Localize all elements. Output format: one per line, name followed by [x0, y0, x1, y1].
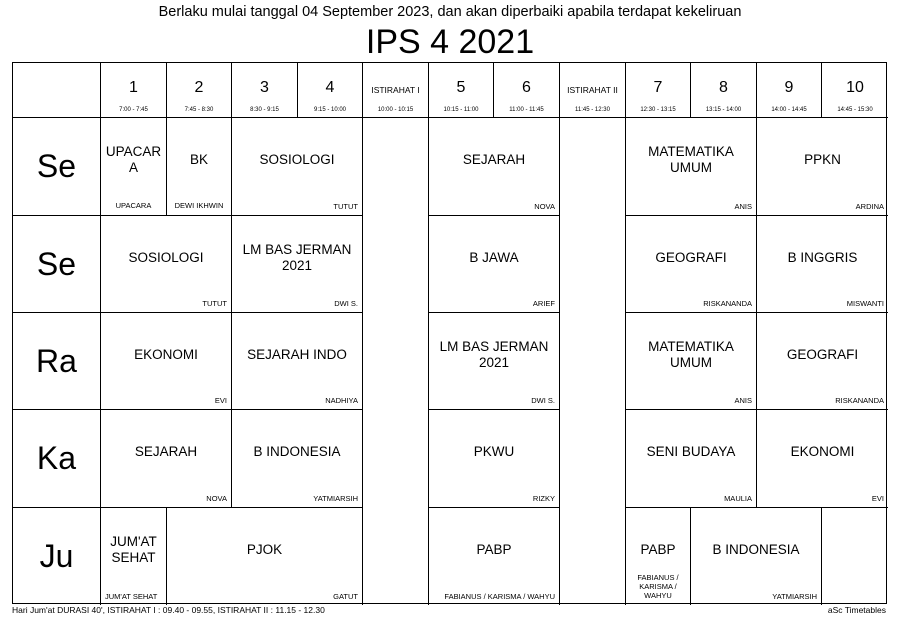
period-time: 8:30 - 9:15 [250, 107, 279, 113]
lesson-cell[interactable] [429, 508, 560, 605]
period-header [101, 63, 167, 118]
lesson-cell[interactable] [429, 313, 560, 410]
lesson-teacher: TUTUT [333, 202, 358, 211]
lesson-subject: PKWU [473, 444, 515, 459]
period-time: 11:00 - 11:45 [509, 107, 544, 113]
period-time: 14:00 - 14:45 [771, 107, 807, 113]
lesson-teacher: DWI S. [334, 299, 358, 308]
lesson-subject: SOSIOLOGI [259, 152, 335, 167]
lesson-cell[interactable] [626, 508, 691, 605]
lesson-cell[interactable] [429, 118, 560, 216]
period-number: 1 [129, 79, 138, 96]
period-header [691, 63, 757, 118]
lesson-cell[interactable] [167, 508, 363, 605]
day-label: Ju [13, 508, 101, 605]
lesson-subject: SEJARAH [462, 152, 526, 167]
break-time: 11:45 - 12:30 [575, 107, 610, 113]
lesson-subject: SENI BUDAYA [646, 444, 736, 459]
period-number: 10 [846, 79, 864, 96]
period-header [494, 63, 560, 118]
lesson-subject: PJOK [246, 542, 283, 557]
lesson-teacher: EVI [871, 494, 884, 503]
lesson-cell[interactable] [429, 410, 560, 508]
lesson-cell[interactable] [626, 118, 757, 216]
period-header [298, 63, 363, 118]
lesson-teacher: DEWI IKHWIN [174, 201, 224, 210]
footer-note: Hari Jum'at DURASI 40', ISTIRAHAT I : 09.40 - 09.55, ISTIRAHAT II : 11.15 - 12.30 [12, 605, 325, 615]
lesson-cell[interactable] [101, 313, 232, 410]
day-label: Se [13, 216, 101, 313]
lesson-teacher: NOVA [534, 202, 555, 211]
day-label: Ka [13, 410, 101, 508]
lesson-cell[interactable] [101, 216, 232, 313]
lesson-teacher: YATMIARSIH [313, 494, 358, 503]
lesson-teacher: RISKANANDA [703, 299, 752, 308]
lesson-subject: UPACAR A [105, 144, 162, 175]
lesson-teacher: DWI S. [531, 396, 555, 405]
period-number: 5 [456, 79, 466, 96]
period-number: 3 [260, 79, 269, 96]
lesson-cell[interactable] [626, 216, 757, 313]
period-time: 13:15 - 14:00 [705, 107, 742, 113]
lesson-cell[interactable] [232, 313, 363, 410]
break-column-2 [560, 118, 626, 605]
period-time: 9:15 - 10:00 [313, 107, 347, 113]
lesson-teacher: MAULIA [724, 494, 752, 503]
lesson-subject: B INGGRIS [787, 250, 858, 265]
lesson-cell[interactable] [101, 508, 167, 605]
lesson-cell[interactable] [429, 216, 560, 313]
period-header [232, 63, 298, 118]
lesson-cell[interactable] [757, 410, 888, 508]
period-number: 7 [653, 79, 663, 96]
day-label: Ra [13, 313, 101, 410]
lesson-subject: SEJARAH INDO [247, 347, 347, 362]
lesson-cell[interactable] [101, 410, 232, 508]
lesson-subject: B JAWA [469, 250, 519, 265]
lesson-teacher: FABIANUS / KARISMA / WAHYU [444, 592, 555, 601]
lesson-cell[interactable] [167, 118, 232, 216]
period-number: 2 [194, 79, 204, 96]
period-time: 12:30 - 13:15 [640, 107, 676, 113]
lesson-teacher: ARIEF [532, 299, 555, 308]
lesson-subject: EKONOMI [134, 347, 198, 362]
lesson-subject: PABP [640, 542, 676, 557]
empty-cell [822, 508, 888, 605]
lesson-teacher: GATUT [333, 592, 358, 601]
schedule-subtitle: Berlaku mulai tanggal 04 September 2023, dan akan diperbaiki apabila terdapat kekeliruan [158, 4, 742, 20]
lesson-cell[interactable] [232, 410, 363, 508]
lesson-subject: PPKN [804, 152, 841, 167]
period-header [626, 63, 691, 118]
break-column-1 [363, 118, 429, 605]
lesson-subject: SOSIOLOGI [128, 250, 204, 265]
lesson-subject: LM BAS JERMAN 2021 [242, 242, 352, 273]
period-header [429, 63, 494, 118]
lesson-subject: B INDONESIA [712, 542, 800, 557]
break-header [560, 63, 626, 118]
lesson-subject: PABP [476, 542, 512, 557]
lesson-subject: GEOGRAFI [655, 250, 727, 265]
day-label: Se [13, 118, 101, 216]
lesson-subject: MATEMATIKA UMUM [648, 339, 734, 370]
lesson-teacher: MISWANTI [846, 299, 884, 308]
lesson-subject: JUM'AT SEHAT [110, 534, 157, 565]
lesson-teacher: ARDINA [855, 202, 884, 211]
lesson-cell[interactable] [691, 508, 822, 605]
lesson-teacher: RIZKY [532, 494, 555, 503]
lesson-teacher: UPACARA [115, 201, 152, 210]
lesson-cell[interactable] [101, 118, 167, 216]
lesson-teacher: EVI [214, 396, 227, 405]
lesson-teacher: NOVA [206, 494, 227, 503]
lesson-cell[interactable] [757, 216, 888, 313]
lesson-teacher: TUTUT [202, 299, 227, 308]
lesson-teacher: JUM'AT SEHAT [105, 592, 158, 601]
period-time: 14:45 - 15:30 [837, 107, 873, 113]
period-time: 10:15 - 11:00 [443, 107, 479, 113]
period-time: 7:00 - 7:45 [119, 107, 148, 113]
lesson-subject: LM BAS JERMAN 2021 [439, 339, 549, 370]
lesson-subject: B INDONESIA [253, 444, 341, 459]
break-label: ISTIRAHAT I [371, 85, 420, 95]
lesson-cell[interactable] [626, 313, 757, 410]
break-header [363, 63, 429, 118]
lesson-subject: MATEMATIKA UMUM [648, 144, 734, 175]
lesson-subject: EKONOMI [790, 444, 855, 459]
lesson-cell[interactable] [757, 313, 888, 410]
period-number: 8 [719, 79, 728, 96]
period-header [757, 63, 822, 118]
period-number: 6 [522, 79, 531, 96]
lesson-subject: BK [189, 152, 208, 167]
lesson-cell[interactable] [757, 118, 888, 216]
lesson-teacher: NADHIYA [325, 396, 358, 405]
lesson-teacher: FABIANUS / KARISMA / WAHYU [637, 573, 679, 600]
break-time: 10:00 - 10:15 [377, 107, 414, 113]
lesson-teacher: RISKANANDA [835, 396, 884, 405]
lesson-teacher: YATMIARSIH [772, 592, 817, 601]
period-number: 9 [784, 79, 794, 96]
lesson-subject: GEOGRAFI [786, 347, 859, 362]
period-header [822, 63, 888, 118]
lesson-cell[interactable] [626, 410, 757, 508]
lesson-teacher: ANIS [734, 396, 752, 405]
lesson-subject: SEJARAH [134, 444, 198, 459]
period-header [167, 63, 232, 118]
period-number: 4 [325, 79, 335, 96]
lesson-cell[interactable] [232, 118, 363, 216]
footer-brand: aSc Timetables [827, 605, 886, 615]
timetable-grid [12, 62, 887, 604]
class-title: IPS 4 2021 [365, 23, 535, 61]
corner-cell [13, 63, 101, 118]
period-time: 7:45 - 8:30 [184, 107, 214, 113]
break-label: ISTIRAHAT II [567, 85, 618, 95]
lesson-cell[interactable] [232, 216, 363, 313]
lesson-teacher: ANIS [734, 202, 752, 211]
